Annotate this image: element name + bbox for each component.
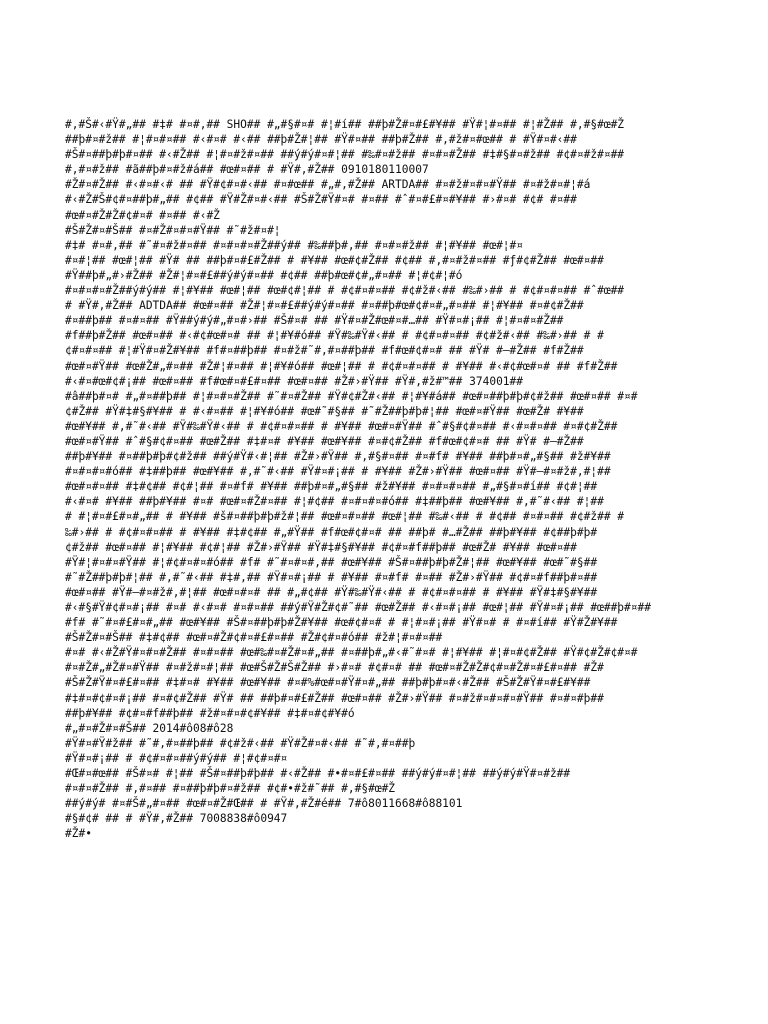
text-line: #¤##þ## #¤#¤## #Ÿ##ý#ý#„#¤#›## #Š#¤# ## #Ÿ#¤#Ž#œ#¤#…## #Ÿ#¤#¡## #¦#¤#¤#Ž## xyxy=(65,314,564,328)
document-body xyxy=(65,117,768,842)
text-line: ¢#Ž## #Ÿ#‡#§#¥## # #‹#¤## #¦#¥#ó## #œ#˜#§## #˜#Ž##þ#þ#¦## #œ#¤#Ÿ## #œ#Ž# #¥## xyxy=(65,404,584,418)
text-line: ##þ#¥## #¢#¤#f##þ## #ž#¤#¤#¢#¥## #‡#¤#¢#¥#ó xyxy=(65,706,355,720)
text-line: #f##þ#Ž## #œ#¤## #‹#¢#œ#¤# ## #¦#¥#ó## #Ÿ#‰#Ÿ#‹## # #¢#¤#¤## #¢#ž#‹## #‰#›## # # xyxy=(65,329,604,343)
text-line: #‹#¤#œ#¢#¡## #œ#¤## #f#œ#¤#£#¤## #œ#¤## #Ž#›#Ÿ## #Ÿ#,#ž#™## 374001## xyxy=(65,374,524,388)
text-line: ¢#ž## #œ#¤## #¦#¥## #¢#¦## #Ž#›#Ÿ## #Ÿ#‡#§#¥## #¢#¤#f##þ## #œ#Ž# #¥## #œ#¤## xyxy=(65,540,577,554)
text-line: #Š#Ž#¤#Š## #¤#Ž#¤#¤#Ÿ## #˜#ž#¤#¦ xyxy=(65,223,281,237)
text-line: #„#¤#Ž#¤#Š## 2014#ô08#ô28 xyxy=(65,721,234,735)
text-line: #Š#Ž#¤#Š## #‡#¢## #œ#¤#Ž#¢#¤#£#¤## #Ž#¢#¤#ó## #ž#¦#¤#¤## xyxy=(65,631,443,645)
text-line: #¤#¤#¤#ó## #‡##þ## #œ#¥## #,#˜#‹## #Ÿ#¤#¡## # #¥## #Ž#›#Ÿ## #œ#¤## #Ÿ#–#¤#ž#,#¦## xyxy=(65,465,611,479)
text-line: #œ#¤#Ÿ## #œ#Ž#„#¤## #Ž#¦#¤## #¦#¥#ó## #œ#¦## # #¢#¤#¤## # #¥## #‹#¢#œ#¤# ## #f#Ž## xyxy=(65,359,618,373)
text-line: #Ž#• xyxy=(65,827,92,841)
text-line: #œ#¥## #,#˜#‹## #Ÿ#‰#Ÿ#‹## # #¢#¤#¤## # #¥## #œ#¤#Ÿ## #ˆ#§#¢#¤## #‹#¤#¤## #¤#¢#Ž## xyxy=(65,419,618,433)
text-line: #â##þ#¤# #„#¤##þ## #¦#¤#¤#Ž## #˜#¤#Ž## #Ÿ#¢#Ž#‹## #¦#¥#á## #œ#¤##þ#þ#¢#ž## #œ#¤## #¤# xyxy=(65,389,638,403)
text-line: #Œ#¤#œ## #Š#¤# #¦## #Š#¤##þ#þ## #‹#Ž## #•#¤#£#¤## ##ý#ý#¤#¦## ##ý#ý#Ÿ#¤#ž## xyxy=(65,767,571,781)
text-line: #¤#¤#Ž## #,#¤## #¤##þ#þ#¤#ž## #¢#•#ž#˜## #,#§#œ#Ž xyxy=(65,782,396,796)
text-line: #œ#¤#Ÿ## #ˆ#§#¢#¤## #œ#Ž## #‡#¤# #¥## #œ#¥## #¤#¢#Ž## #f#œ#¢#¤# ## #Ÿ# #–#Ž## xyxy=(65,434,584,448)
text-line: #§#¢# ## # #Ÿ#,#Ž## 7008838#ô0947 xyxy=(65,812,288,826)
text-line: #¤#Ž#„#Ž#¤#Ÿ## #¤#ž#¤#¦## #œ#Š#Ž#Š#Ž## #›#¤# #¢#¤# ## #œ#¤#Ž#Ž#¢#¤#Ž#¤#£#¤## #Ž# xyxy=(65,661,604,675)
text-line: #Ÿ#¤#¡## # #¢#¤#¤##ý#ý## #¦#¢#¤#¤ xyxy=(65,751,288,765)
text-line: #˜#Ž##þ#þ#¦## #,#˜#‹## #‡#,## #Ÿ#¤#¡## # #¥## #¤#f# #¤## #Ž#›#Ÿ## #¢#¤#f##þ#¤## xyxy=(65,570,598,584)
text-line: #f# #˜#¤#£#¤#„## #œ#¥## #Š#¤##þ#þ#Ž#¥## #œ#¢#¤# # #¦#¤#¡## #Ÿ#¤# # #¤#í## #Ÿ#Ž#¥## xyxy=(65,616,618,630)
text-line: #œ#¤## #Ÿ#–#¤#ž#,#¦## #œ#¤#¤# ## #„#¢## #Ÿ#‰#Ÿ#‹## # #¢#¤#¤## # #¥## #Ÿ#‡#§#¥## xyxy=(65,585,598,599)
text-line: #‹#Ž#Š#¢#¤##þ#„## #¢## #Ÿ#Ž#¤#‹## #Š#Ž#Ÿ#¤# #¤## #ˆ#¤#£#¤#¥## #›#¤# #¢# #¤## xyxy=(65,193,577,207)
text-line: ¢#¤#¤## #¦#Ÿ#¤#Ž#¥## #f#¤##þ## #¤#ž#˜#,#¤##þ## #f#œ#¢#¤# ## #Ÿ# #–#Ž## #f#Ž## xyxy=(65,344,584,358)
text-line: #‹#¤# #¥## ##þ#¥## #¤# #œ#¤#Ž#¤## #¦#¢## #¤#¤#¤#ó## #‡##þ## #œ#¥## #,#˜#‹## #¦## xyxy=(65,495,604,509)
text-line: #‹#§#Ÿ#¢#¤#¡## #¤# #‹#¤# #¤#¤## ##ý#Ÿ#Ž#¢#˜## #œ#Ž## #‹#¤#¡## #œ#¦## #Ÿ#¤#¡## #œ##þ#¤## xyxy=(65,601,651,614)
text-line: #Š#¤##þ#þ#¤## #‹#Ž## #¦#¤#ž#¤## ##ý#ý#¤#¦## #‰#¤#ž## #¤#¤#Ž## #‡#§#¤#ž## #¢#¤#ž#¤## xyxy=(65,148,625,162)
text-line: #œ#¤#Ž#Ž#¢#¤# #¤## #‹#Ž xyxy=(65,208,220,222)
text-line: #¤#¤#¤#Ž##ý#ý## #¦#¥## #œ#¦## #œ#¢#¦## # #¢#¤#¤## #¢#ž#‹## #‰#›## # #¢#¤#¤## #ˆ#œ## xyxy=(65,284,625,298)
text-line: # #Ÿ#,#Ž## ADTDA## #œ#¤## #Ž#¦#¤#£##ý#ý#¤## #¤##þ#œ#¢#¤#„#¤## #¦#¥## #¤#¢#Ž## xyxy=(65,299,584,313)
text-line: #,#Š#‹#Ÿ#„## #‡# #¤#,## SHO## #„#§#¤# #¦#í## ##þ#Ž#¤#£#¥## #Ÿ#¦#¤## #¦#Ž## #,#§#œ#Ž xyxy=(65,118,625,131)
text-line: #Ÿ##þ#„#›#Ž## #Ž#¦#¤#£##ý#ý#¤## #¢## ##þ#œ#¢#„#¤## #¦#¢#¦#ó xyxy=(65,268,463,282)
text-line: #‡# #¤#,## #˜#¤#ž#¤## #¤#¤#¤#Ž##ý## #‰##þ#,## #¤#¤#ž## #¦#¥## #œ#¦#¤ xyxy=(65,238,524,252)
text-line: # #¦#¤#£#¤#„## # #¥## #š#¤##þ#þ#ž#¦## #œ#¤#¤## #œ#¦## #‰#‹## # #¢## #¤#¤## #¢#ž## # xyxy=(65,510,625,524)
text-line: #Ž#¤#Ž## #‹#¤#‹# ## #Ÿ#¢#¤#‹## #¤#œ## #„#,#Ž## ARTDA## #¤#ž#¤#¤#Ÿ## #¤#ž#¤#¦#á xyxy=(65,178,591,192)
text-line: #¤# #‹#Ž#Ÿ#¤#¤#Ž## #¤#¤## #œ#‰#¤#Ž#¤#„## #¤##þ#„#‹#˜#¤# #¦#¥## #¦#¤#¢#Ž## #Ÿ#¢#Ž#¢#¤# xyxy=(65,646,638,660)
text-line: #Š#Ž#Ÿ#¤#£#¤## #‡#¤# #¥## #œ#¥## #¤#%#œ#¤#Ÿ#¤#„## ##þ#þ#¤#‹#Ž## #Š#Ž#Ÿ#¤#£#¥## xyxy=(65,676,591,690)
text-line: #œ#¤#¤## #‡#¢## #¢#¦## #¤#f# #¥## ##þ#¤#„#§## #ž#¥## #¤#¤#¤## #„#§#¤#í## #¢#¦## xyxy=(65,480,598,494)
text-line: #Ÿ#¤#Ÿ#ž## #˜#,#¤##þ## #¢#ž#‹## #Ÿ#Ž#¤#‹## #˜#,#¤##þ xyxy=(65,736,416,750)
text-line: #Ÿ#¦#¤#¤#Ÿ## #¦#¢#¤#¤#ó## #f# #˜#¤#¤#,## #œ#¥## #Š#¤##þ#þ#Ž#¦## #œ#¥## #œ#˜#§## xyxy=(65,555,598,569)
text-line: ##ý#ý# #¤#Š#„#¤## #œ#¤#Ž#Œ## # #Ÿ#,#Ž#é## 7#ô8011668#ô88101 xyxy=(65,797,463,811)
text-line: #,#¤#ž## #ã##þ#¤#ž#á## #œ#¤## # #Ÿ#,#Ž## 0910180110007 xyxy=(65,163,429,177)
text-line: ##þ#¤#ž## #¦#¤#¤## #‹#¤# #‹## ##þ#Ž#¦## #Ÿ#¤## ##þ#Ž## #,#ž#¤#œ## # #Ÿ#¤#‹## xyxy=(65,133,577,147)
text-line: #¤#¦## #œ#¦## #Ÿ# ## ##þ#¤#£#Ž## # #¥## #œ#¢#Ž## #¢## #,#¤#ž#¤## #ƒ#¢#Ž## #œ#¤## xyxy=(65,253,604,267)
text-line: ‰#›## # #¢#¤#¤## # #¥## #‡#¢## #„#Ÿ## #f#œ#¢#¤# ## ##þ# #…#Ž## ##þ#¥## #¢##þ#þ# xyxy=(65,525,598,539)
text-line: #‡#¤#¢#¤#¡## #¤#¢#Ž## #Ÿ# ## ##þ#¤#£#Ž## #œ#¤## #Ž#›#Ÿ## #¤#ž#¤#¤#¤#Ÿ## #¤#¤#þ## xyxy=(65,691,604,705)
text-line: ##þ#¥## #¤##þ#þ#¢#ž## ##ý#Ÿ#‹#¦## #Ž#›#Ÿ## #,#§#¤## #¤#f# #¥## ##þ#¤#„#§## #ž#¥## xyxy=(65,450,611,464)
